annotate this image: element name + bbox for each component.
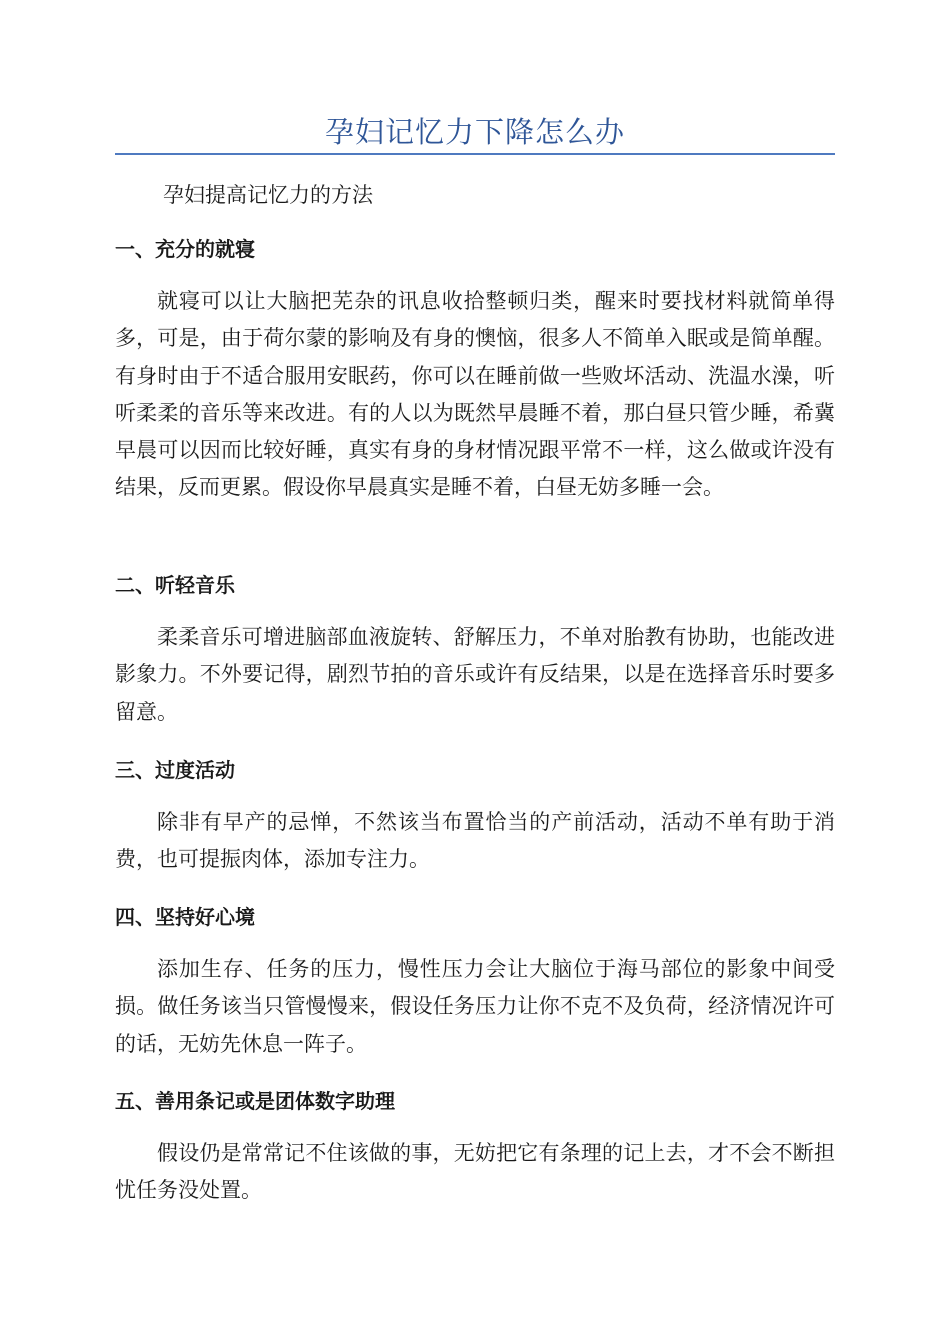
intro-line: 孕妇提高记忆力的方法 [163, 183, 373, 207]
section-body-1: 就寝可以让大脑把芜杂的讯息收拾整顿归类，醒来时要找材料就简单得多，可是，由于荷尔蒙的影响及有身的懊恼，很多人不简单入眠或是简单醒。有身时由于不适合服用安眠药，你可以在睡前做一些败坏活动、洗温水澡，听听柔柔的音乐等来改进。有的人以为既然早晨睡不着，那白昼只管少睡，希冀早晨可以因而比较好睡，真实有身的身材情况跟平常不一样，这么做或许没有结果，反而更累。假设你早晨真实是睡不着，白昼无妨多睡一会。 [115, 289, 835, 500]
document-title: 孕妇记忆力下降怎么办 [324, 115, 625, 149]
section-body-3: 除非有早产的忌惮，不然该当布置恰当的产前活动，活动不单有助于消费，也可提振肉体，添加专注力。 [115, 810, 835, 872]
section-body-2: 柔柔音乐可增进脑部血液旋转、舒解压力，不单对胎教有协助，也能改进影象力。不外要记得，剧烈节拍的音乐或许有反结果，以是在选择音乐时要多留意。 [115, 625, 835, 724]
section-heading-1: 一、充分的就寝 [115, 237, 255, 261]
section-heading-5: 五、善用条记或是团体数字助理 [115, 1089, 395, 1113]
section-heading-3: 三、过度活动 [115, 758, 235, 782]
section-heading-4: 四、坚持好心境 [115, 905, 255, 929]
section-heading-2: 二、听轻音乐 [115, 573, 235, 597]
title-divider [115, 153, 835, 155]
section-body-4: 添加生存、任务的压力，慢性压力会让大脑位于海马部位的影象中间受损。做任务该当只管慢慢来，假设任务压力让你不克不及负荷，经济情况许可的话，无妨先休息一阵子。 [115, 957, 835, 1056]
section-body-5: 假设仍是常常记不住该做的事，无妨把它有条理的记上去，才不会不断担忧任务没处置。 [115, 1141, 835, 1203]
